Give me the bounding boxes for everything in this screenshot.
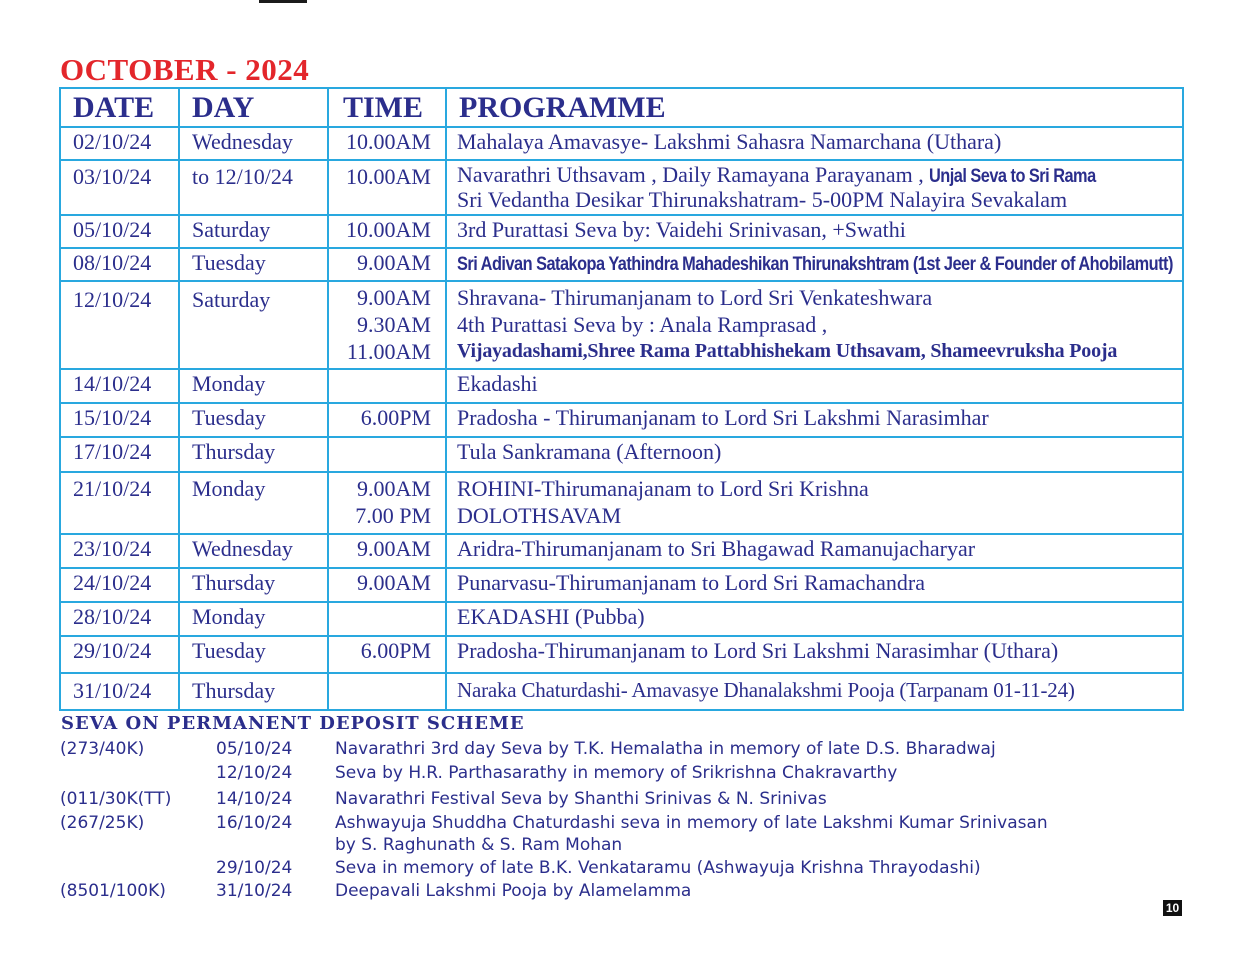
row-programme: Tula Sankramana (Afternoon)	[446, 437, 1183, 472]
row-day: Tuesday	[179, 403, 328, 437]
table-row	[60, 472, 1183, 534]
deposit-desc: Seva in memory of late B.K. Venkataramu (Ashwayuja Krishna Thrayodashi)	[335, 858, 981, 878]
deposit-date: 05/10/24	[216, 739, 293, 759]
deposit-code: (8501/100K)	[60, 881, 166, 901]
programme-line: DOLOTHSAVAM	[457, 503, 622, 528]
row-day: Monday	[179, 369, 328, 403]
deposit-code: (267/25K)	[60, 813, 145, 833]
programme-line: Navarathri Uthsavam , Daily Ramayana Parayanam ,	[457, 162, 924, 187]
time-line: 9.30AM	[357, 312, 431, 337]
row-date: 31/10/24	[60, 673, 179, 710]
time-line: 11.00AM	[346, 339, 431, 364]
table-row	[60, 281, 1183, 369]
row-day: Saturday	[179, 215, 328, 248]
row-programme: Aridra-Thirumanjanam to Sri Bhagawad Ramanujacharyar	[446, 534, 1183, 568]
table-row	[60, 403, 1183, 437]
row-date: 28/10/24	[60, 602, 179, 636]
row-date: 21/10/24	[60, 472, 179, 534]
programme-highlight: Unjal Seva to Sri Rama	[929, 166, 1096, 187]
deposit-date: 12/10/24	[216, 763, 293, 783]
row-time: 6.00PM	[328, 403, 446, 437]
row-date: 15/10/24	[60, 403, 179, 437]
row-date: 05/10/24	[60, 215, 179, 248]
programme-table	[59, 87, 1184, 711]
row-time	[328, 437, 446, 472]
table-header-row	[60, 88, 1183, 127]
deposit-code: (273/40K)	[60, 739, 145, 759]
header-programme: PROGRAMME	[446, 88, 1183, 127]
row-date: 23/10/24	[60, 534, 179, 568]
deposit-code: (011/30K(TT)	[60, 789, 172, 809]
row-time	[328, 602, 446, 636]
programme-line: Shravana- Thirumanjanam to Lord Sri Venkateshwara	[457, 285, 933, 310]
time-line: 9.00AM	[357, 285, 431, 310]
row-time: 9.00AM	[328, 248, 446, 281]
row-day: Thursday	[179, 673, 328, 710]
table-row	[60, 602, 1183, 636]
row-time: 6.00PM	[328, 636, 446, 673]
programme-line: Vijayadashami,Shree Rama Pattabhishekam Uthsavam, Shameevruksha Pooja	[457, 340, 1118, 362]
deposit-date: 16/10/24	[216, 813, 293, 833]
time-line: 9.00AM	[357, 476, 431, 501]
row-date: 02/10/24	[60, 127, 179, 160]
row-time	[328, 673, 446, 710]
deposit-desc: by S. Raghunath & S. Ram Mohan	[335, 835, 623, 855]
row-date: 03/10/24	[60, 160, 179, 215]
seva-heading: SEVA ON PERMANENT DEPOSIT SCHEME	[61, 713, 525, 734]
row-time: 9.00AM	[328, 534, 446, 568]
table-row	[60, 636, 1183, 673]
row-programme	[446, 281, 1183, 369]
row-programme	[446, 472, 1183, 534]
row-programme: Mahalaya Amavasye- Lakshmi Sahasra Namarchana (Uthara)	[446, 127, 1183, 160]
row-time: 10.00AM	[328, 127, 446, 160]
table-row	[60, 127, 1183, 160]
row-time: 9.00AM	[328, 568, 446, 602]
programme-line: 4th Purattasi Seva by : Anala Ramprasad ,	[457, 312, 828, 337]
row-day: Wednesday	[179, 127, 328, 160]
time-line: 7.00 PM	[355, 503, 431, 528]
row-programme: Pradosha-Thirumanjanam to Lord Sri Lakshmi Narasimhar (Uthara)	[446, 636, 1183, 673]
deposit-desc: Navarathri Festival Seva by Shanthi Srinivas & N. Srinivas	[335, 789, 827, 809]
top-rule	[259, 0, 307, 3]
row-date: 12/10/24	[60, 281, 179, 369]
row-day: Monday	[179, 602, 328, 636]
programme-line: Sri Adivan Satakopa Yathindra Mahadeshikan Thirunakshtram (1st Jeer & Founder of Ahobilamutt)	[457, 254, 1173, 275]
deposit-date: 29/10/24	[216, 858, 293, 878]
table-row	[60, 248, 1183, 281]
table-row	[60, 215, 1183, 248]
header-date: DATE	[60, 88, 179, 127]
row-time	[328, 369, 446, 403]
row-programme	[446, 248, 1183, 281]
table-row	[60, 568, 1183, 602]
deposit-desc: Seva by H.R. Parthasarathy in memory of Srikrishna Chakravarthy	[335, 763, 898, 783]
row-programme: Ekadashi	[446, 369, 1183, 403]
row-day: Saturday	[179, 281, 328, 369]
row-day: Thursday	[179, 437, 328, 472]
row-time: 10.00AM	[328, 160, 446, 215]
row-date: 17/10/24	[60, 437, 179, 472]
row-programme: Naraka Chaturdashi- Amavasye Dhanalakshmi Pooja (Tarpanam 01-11-24)	[446, 673, 1183, 710]
programme-line: ROHINI-Thirumanajanam to Lord Sri Krishna	[457, 476, 869, 501]
programme-line: Sri Vedantha Desikar Thirunakshatram- 5-00PM Nalayira Sevakalam	[457, 187, 1068, 212]
row-programme: EKADASHI (Pubba)	[446, 602, 1183, 636]
row-day: to 12/10/24	[179, 160, 328, 215]
row-day: Tuesday	[179, 248, 328, 281]
row-time	[328, 472, 446, 534]
table-row	[60, 534, 1183, 568]
table-row	[60, 437, 1183, 472]
row-day: Thursday	[179, 568, 328, 602]
row-date: 29/10/24	[60, 636, 179, 673]
row-date: 24/10/24	[60, 568, 179, 602]
table-row	[60, 673, 1183, 710]
row-programme: Pradosha - Thirumanjanam to Lord Sri Lakshmi Narasimhar	[446, 403, 1183, 437]
table-row	[60, 160, 1183, 215]
deposit-desc: Ashwayuja Shuddha Chaturdashi seva in memory of late Lakshmi Kumar Srinivasan	[335, 813, 1048, 833]
row-time: 10.00AM	[328, 215, 446, 248]
page-number: 10	[1163, 900, 1182, 916]
table-row	[60, 369, 1183, 403]
row-date: 14/10/24	[60, 369, 179, 403]
deposit-date: 14/10/24	[216, 789, 293, 809]
deposit-date: 31/10/24	[216, 881, 293, 901]
header-time: TIME	[328, 88, 446, 127]
row-programme: 3rd Purattasi Seva by: Vaidehi Srinivasan, +Swathi	[446, 215, 1183, 248]
row-date: 08/10/24	[60, 248, 179, 281]
row-day: Wednesday	[179, 534, 328, 568]
page-title: OCTOBER - 2024	[60, 52, 310, 87]
row-programme	[446, 160, 1183, 215]
row-day: Tuesday	[179, 636, 328, 673]
row-time	[328, 281, 446, 369]
deposit-desc: Navarathri 3rd day Seva by T.K. Hemalatha in memory of late D.S. Bharadwaj	[335, 739, 996, 759]
row-programme: Punarvasu-Thirumanjanam to Lord Sri Ramachandra	[446, 568, 1183, 602]
deposit-desc: Deepavali Lakshmi Pooja by Alamelamma	[335, 881, 692, 901]
row-day: Monday	[179, 472, 328, 534]
header-day: DAY	[179, 88, 328, 127]
